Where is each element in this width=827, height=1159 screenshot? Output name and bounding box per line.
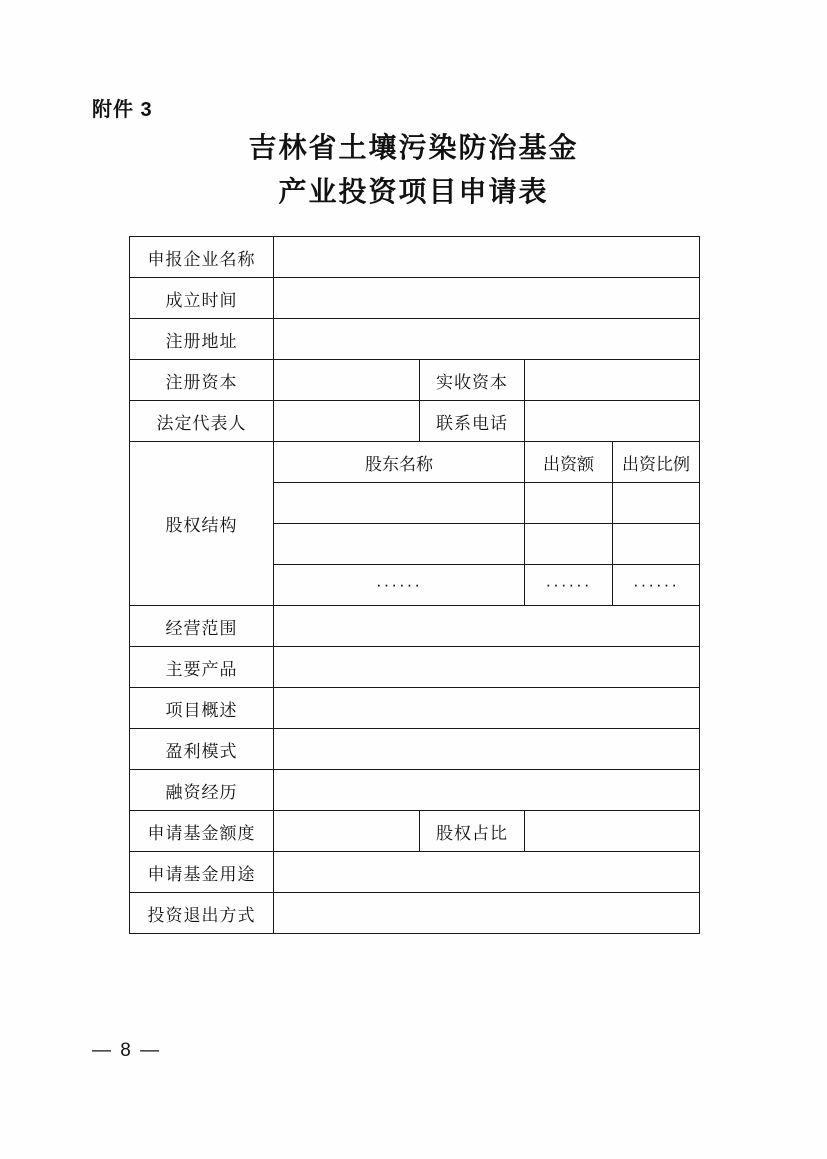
equity-cell-ratio-1[interactable]: [613, 483, 700, 524]
field-input-legal-representative[interactable]: [274, 401, 420, 442]
field-input-main-products[interactable]: [274, 647, 700, 688]
table-row: [130, 401, 700, 442]
table-row: [130, 688, 700, 729]
field-input-company-name[interactable]: [274, 237, 700, 278]
table-row: [130, 606, 700, 647]
field-label-legal-representative: 法定代表人: [130, 401, 274, 442]
table-row: [130, 360, 700, 401]
field-label-establish-date: 成立时间: [130, 278, 274, 319]
table-row: [130, 811, 700, 852]
equity-cell-contribution-more: ······: [525, 565, 613, 606]
field-label-business-scope: 经营范围: [130, 606, 274, 647]
equity-cell-contribution-2[interactable]: [525, 524, 613, 565]
table-row: [130, 852, 700, 893]
title-line-1: 吉林省土壤污染防治基金: [248, 132, 579, 163]
application-form: [129, 236, 699, 934]
field-label-equity-structure: 股权结构: [130, 442, 274, 606]
document-title: [0, 126, 827, 214]
page-number: — 8 —: [92, 1040, 162, 1061]
field-input-business-scope[interactable]: [274, 606, 700, 647]
equity-header-contribution: 出资额: [525, 442, 613, 483]
field-input-paid-in-capital[interactable]: [525, 360, 700, 401]
field-input-registered-address[interactable]: [274, 319, 700, 360]
field-input-exit-method[interactable]: [274, 893, 700, 934]
field-label-registered-address: 注册地址: [130, 319, 274, 360]
field-input-contact-phone[interactable]: [525, 401, 700, 442]
title-line-2: 产业投资项目申请表: [278, 176, 549, 207]
table-row: [130, 647, 700, 688]
field-input-registered-capital[interactable]: [274, 360, 420, 401]
field-label-fund-usage: 申请基金用途: [130, 852, 274, 893]
field-label-main-products: 主要产品: [130, 647, 274, 688]
equity-header-shareholder: 股东名称: [274, 442, 525, 483]
field-input-establish-date[interactable]: [274, 278, 700, 319]
equity-cell-shareholder-1[interactable]: [274, 483, 525, 524]
field-input-financing-history[interactable]: [274, 770, 700, 811]
field-label-paid-in-capital: 实收资本: [420, 360, 525, 401]
table-row: [130, 278, 700, 319]
table-row: [130, 729, 700, 770]
field-input-fund-usage[interactable]: [274, 852, 700, 893]
field-input-fund-amount[interactable]: [274, 811, 420, 852]
equity-cell-contribution-1[interactable]: [525, 483, 613, 524]
attachment-label: 附件 3: [92, 99, 153, 121]
field-label-company-name: 申报企业名称: [130, 237, 274, 278]
field-label-contact-phone: 联系电话: [420, 401, 525, 442]
field-label-equity-share: 股权占比: [420, 811, 525, 852]
field-input-equity-share[interactable]: [525, 811, 700, 852]
field-input-profit-model[interactable]: [274, 729, 700, 770]
table-row: [130, 770, 700, 811]
field-label-registered-capital: 注册资本: [130, 360, 274, 401]
table-row-equity-header: [130, 442, 700, 483]
field-input-project-overview[interactable]: [274, 688, 700, 729]
table-row: [130, 237, 700, 278]
field-label-financing-history: 融资经历: [130, 770, 274, 811]
field-label-project-overview: 项目概述: [130, 688, 274, 729]
equity-cell-ratio-2[interactable]: [613, 524, 700, 565]
form-table: [129, 236, 700, 934]
equity-cell-ratio-more: ······: [613, 565, 700, 606]
field-label-fund-amount: 申请基金额度: [130, 811, 274, 852]
table-row: [130, 893, 700, 934]
equity-cell-shareholder-2[interactable]: [274, 524, 525, 565]
table-row: [130, 319, 700, 360]
equity-cell-shareholder-more: ······: [274, 565, 525, 606]
field-label-exit-method: 投资退出方式: [130, 893, 274, 934]
field-label-profit-model: 盈利模式: [130, 729, 274, 770]
equity-header-ratio: 出资比例: [613, 442, 700, 483]
